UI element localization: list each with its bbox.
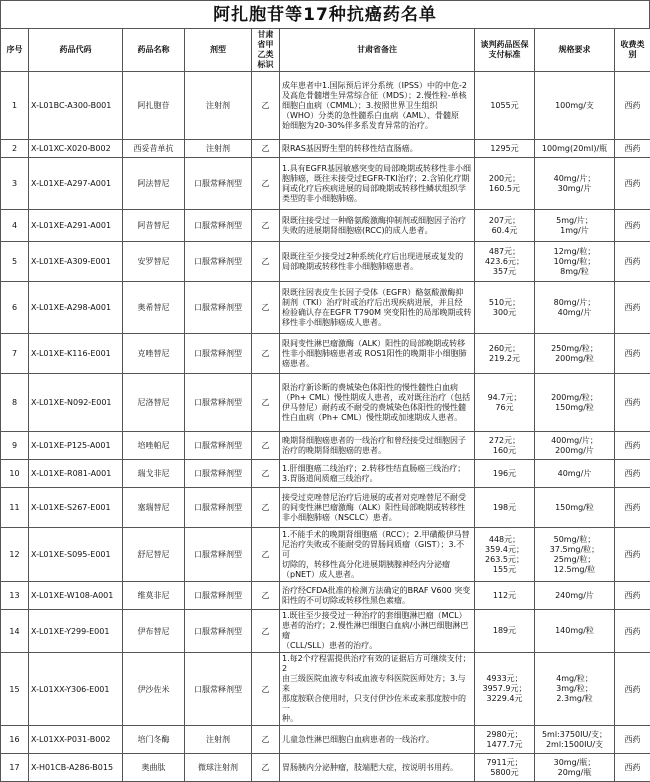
table-row <box>1 242 650 282</box>
cell-fee: 西药 <box>615 334 650 374</box>
cell-spec: 240mg/片 <box>535 582 615 610</box>
cell-code: X-L01XE-A297-A001 <box>29 158 123 210</box>
cell-name: 伊沙佐米 <box>123 653 185 726</box>
table-row <box>1 610 650 653</box>
cell-note: 1.每2个疗程需提供治疗有效的证据后方可继续支付；2 由三级医院血液专科或血液专科医院医师处方；3.与来 那度胺联合使用时，只支付伊沙佐米或来那度胺中的一 种。 <box>280 653 475 726</box>
cell-code: X-L01XE-S267-E001 <box>29 488 123 528</box>
table-row <box>1 374 650 432</box>
cell-code: X-L01XE-S095-E001 <box>29 528 123 582</box>
cell-name: 奥希替尼 <box>123 282 185 334</box>
cell-price: 487元； 423.6元； 357元 <box>475 242 535 282</box>
table-row <box>1 726 650 754</box>
cell-class: 乙 <box>252 334 280 374</box>
cell-fee: 西药 <box>615 374 650 432</box>
cell-fee: 西药 <box>615 210 650 242</box>
cell-class: 乙 <box>252 582 280 610</box>
cell-spec: 150mg/粒 <box>535 488 615 528</box>
cell-form: 注射剂 <box>185 726 252 754</box>
cell-fee: 西药 <box>615 528 650 582</box>
cell-price: 112元 <box>475 582 535 610</box>
cell-form: 口服常释剂型 <box>185 582 252 610</box>
cell-class: 乙 <box>252 610 280 653</box>
cell-class: 乙 <box>252 488 280 528</box>
cell-code: X-L01XE-Y299-E001 <box>29 610 123 653</box>
cell-no: 9 <box>1 432 29 460</box>
cell-class: 乙 <box>252 158 280 210</box>
header-name: 药品名称 <box>123 29 185 72</box>
table-row <box>1 72 650 140</box>
cell-code: X-L01BC-A300-B001 <box>29 72 123 140</box>
cell-name: 西妥昔单抗 <box>123 140 185 158</box>
table-row <box>1 432 650 460</box>
cell-class: 乙 <box>252 653 280 726</box>
cell-spec: 30mg/瓶； 20mg/瓶 <box>535 754 615 782</box>
cell-class: 乙 <box>252 282 280 334</box>
header-price: 谈判药品医保支付标准 <box>475 29 535 72</box>
table-row <box>1 582 650 610</box>
cell-no: 1 <box>1 72 29 140</box>
header-no: 序号 <box>1 29 29 72</box>
cell-name: 阿法替尼 <box>123 158 185 210</box>
cell-code: X-L01XC-X020-B002 <box>29 140 123 158</box>
header-spec: 规格要求 <box>535 29 615 72</box>
table-row <box>1 210 650 242</box>
cell-note: 1.肝细胞癌二线治疗；2.转移性结直肠癌三线治疗； 3.胃肠道间质瘤三线治疗。 <box>280 460 475 488</box>
cell-form: 注射剂 <box>185 72 252 140</box>
cell-form: 口服常释剂型 <box>185 158 252 210</box>
cell-no: 7 <box>1 334 29 374</box>
cell-price: 198元 <box>475 488 535 528</box>
cell-note: 限既往至少接受过2种系统化疗后出现进展或复发的 局部晚期或转移性非小细胞肺癌患者。 <box>280 242 475 282</box>
cell-price: 94.7元； 76元 <box>475 374 535 432</box>
cell-form: 口服常释剂型 <box>185 528 252 582</box>
cell-class: 乙 <box>252 140 280 158</box>
cell-form: 口服常释剂型 <box>185 282 252 334</box>
cell-fee: 西药 <box>615 488 650 528</box>
cell-code: X-L01XE-N092-E001 <box>29 374 123 432</box>
cell-no: 8 <box>1 374 29 432</box>
cell-fee: 西药 <box>615 610 650 653</box>
cell-name: 安罗替尼 <box>123 242 185 282</box>
cell-note: 1.具有EGFR基因敏感突变的局部晚期或转移性非小细 胞肺癌，既往未接受过EGFR-TKI治疗；2.含铂化疗期 间或化疗后疾病进展的局部晚期或转移性鳞状组织学 类型的非小细胞肺癌。 <box>280 158 475 210</box>
cell-code: X-L01XX-P031-B002 <box>29 726 123 754</box>
cell-price: 196元 <box>475 460 535 488</box>
cell-spec: 12mg/粒； 10mg/粒； 8mg/粒 <box>535 242 615 282</box>
cell-code: X-L01XE-A298-A001 <box>29 282 123 334</box>
cell-name: 舒尼替尼 <box>123 528 185 582</box>
cell-price: 1055元 <box>475 72 535 140</box>
cell-no: 16 <box>1 726 29 754</box>
cell-code: X-L01XE-A291-A001 <box>29 210 123 242</box>
cell-form: 口服常释剂型 <box>185 432 252 460</box>
cell-no: 5 <box>1 242 29 282</box>
cell-note: 1.既往至少接受过一种治疗的套细胞淋巴瘤（MCL） 患者的治疗；2.慢性淋巴细胞白血病/小淋巴细胞淋巴瘤 （CLL/SLL）患者的治疗。 <box>280 610 475 653</box>
cell-no: 14 <box>1 610 29 653</box>
cell-note: 1.不能手术的晚期肾细胞癌（RCC）；2.甲磺酸伊马替 尼治疗失败或不能耐受的胃肠间质瘤（GIST）；3.不可 切除的，转移性高分化进展期胰腺神经内分泌瘤 （pNET）成人患者。 <box>280 528 475 582</box>
cell-fee: 西药 <box>615 460 650 488</box>
table-row <box>1 140 650 158</box>
table-row <box>1 528 650 582</box>
cell-price: 260元； 219.2元 <box>475 334 535 374</box>
header-class: 甘肃省甲乙类标识 <box>252 29 280 72</box>
cell-note: 儿童急性淋巴细胞白血病患者的一线治疗。 <box>280 726 475 754</box>
table-row <box>1 158 650 210</box>
cell-no: 6 <box>1 282 29 334</box>
cell-no: 17 <box>1 754 29 782</box>
header-note: 甘肃省备注 <box>280 29 475 72</box>
cell-form: 口服常释剂型 <box>185 488 252 528</box>
cell-form: 口服常释剂型 <box>185 653 252 726</box>
cell-price: 4933元； 3957.9元； 3229.4元 <box>475 653 535 726</box>
cell-note: 限既往因表皮生长因子受体（EGFR）酪氨酸激酶抑 制剂（TKI）治疗时或治疗后出现疾病进展，并且经 检验确认存在EGFR T790M 突变阳性的局部晚期或转 移性非小细胞肺癌成人患者。 <box>280 282 475 334</box>
cell-code: X-L01XE-K116-E001 <box>29 334 123 374</box>
cell-fee: 西药 <box>615 726 650 754</box>
cell-form: 注射剂 <box>185 140 252 158</box>
cell-code: X-L01XX-Y306-E001 <box>29 653 123 726</box>
cell-fee: 西药 <box>615 582 650 610</box>
cell-name: 塞瑞替尼 <box>123 488 185 528</box>
cell-form: 口服常释剂型 <box>185 610 252 653</box>
cell-form: 口服常释剂型 <box>185 210 252 242</box>
cell-fee: 西药 <box>615 242 650 282</box>
cell-code: X-L01XE-W108-A001 <box>29 582 123 610</box>
cell-spec: 100mg(20ml)/瓶 <box>535 140 615 158</box>
cell-class: 乙 <box>252 754 280 782</box>
cell-code: X-L01XE-R081-A001 <box>29 460 123 488</box>
cell-note: 限间变性淋巴瘤激酶（ALK）阳性的局部晚期或转移 性非小细胞肺癌患者或 ROS1阳性的晚期非小细胞肺 癌患者。 <box>280 334 475 374</box>
header-fee: 收费类别 <box>615 29 650 72</box>
cell-no: 11 <box>1 488 29 528</box>
cell-no: 12 <box>1 528 29 582</box>
cell-no: 13 <box>1 582 29 610</box>
cell-spec: 400mg/片； 200mg/片 <box>535 432 615 460</box>
cell-name: 克唑替尼 <box>123 334 185 374</box>
cell-form: 口服常释剂型 <box>185 460 252 488</box>
cell-note: 治疗经CFDA批准的检测方法确定的BRAF V600 突变 阳性的不可切除或转移性黑色素瘤。 <box>280 582 475 610</box>
cell-class: 乙 <box>252 72 280 140</box>
cell-code: X-L01XE-A309-E001 <box>29 242 123 282</box>
cell-name: 维莫非尼 <box>123 582 185 610</box>
cell-price: 448元； 359.4元； 263.5元； 155元 <box>475 528 535 582</box>
page-title: 阿扎胞苷等17种抗癌药名单 <box>0 0 650 28</box>
cell-spec: 5mg/片； 1mg/片 <box>535 210 615 242</box>
cell-fee: 西药 <box>615 653 650 726</box>
cell-class: 乙 <box>252 432 280 460</box>
cell-price: 200元； 160.5元 <box>475 158 535 210</box>
cell-code: X-H01CB-A286-B015 <box>29 754 123 782</box>
table-row <box>1 460 650 488</box>
cell-form: 微球注射剂 <box>185 754 252 782</box>
cell-fee: 西药 <box>615 158 650 210</box>
cell-spec: 40mg/片 <box>535 460 615 488</box>
cell-note: 接受过克唑替尼治疗后进展的或者对克唑替尼不耐受 的间变性淋巴瘤激酶（ALK）阳性局部晚期或转移性 非小细胞肺癌（NSCLC）患者。 <box>280 488 475 528</box>
cell-price: 510元； 300元 <box>475 282 535 334</box>
cell-spec: 4mg/粒； 3mg/粒； 2.3mg/粒 <box>535 653 615 726</box>
cell-name: 培门冬酶 <box>123 726 185 754</box>
cell-price: 207元； 60.4元 <box>475 210 535 242</box>
cell-note: 胃肠胰内分泌肿瘤，肢端肥大症，按说明书用药。 <box>280 754 475 782</box>
cell-code: X-L01XE-P125-A001 <box>29 432 123 460</box>
table-row <box>1 488 650 528</box>
header-code: 药品代码 <box>29 29 123 72</box>
cell-spec: 140mg/粒 <box>535 610 615 653</box>
header-form: 剂型 <box>185 29 252 72</box>
cell-no: 10 <box>1 460 29 488</box>
cell-fee: 西药 <box>615 72 650 140</box>
cell-class: 乙 <box>252 210 280 242</box>
cell-note: 成年患者中1.国际预后评分系统（IPSS）中的中危-2 及高危骨髓增生异常综合征（MDS）；2.慢性粒-单核 细胞白血病（CMML）；3.按照世界卫生组织 （WHO）分类的急性髓系白血病（AML）、骨髓原 始细胞为20-30%伴多系发育异常的治疗。 <box>280 72 475 140</box>
cell-note: 晚期肾细胞癌患者的一线治疗和曾经接受过细胞因子 治疗的晚期肾细胞癌的患者。 <box>280 432 475 460</box>
cell-price: 189元 <box>475 610 535 653</box>
table-row <box>1 754 650 782</box>
cell-no: 15 <box>1 653 29 726</box>
cell-name: 阿昔替尼 <box>123 210 185 242</box>
cell-class: 乙 <box>252 460 280 488</box>
cell-spec: 40mg/片； 30mg/片 <box>535 158 615 210</box>
cell-no: 4 <box>1 210 29 242</box>
cell-fee: 西药 <box>615 432 650 460</box>
drug-table <box>0 28 650 782</box>
cell-spec: 200mg/粒； 150mg/粒 <box>535 374 615 432</box>
cell-price: 2980元； 1477.7元 <box>475 726 535 754</box>
cell-fee: 西药 <box>615 282 650 334</box>
table-row <box>1 282 650 334</box>
cell-form: 口服常释剂型 <box>185 374 252 432</box>
cell-spec: 80mg/片； 40mg/片 <box>535 282 615 334</box>
table-row <box>1 334 650 374</box>
cell-no: 2 <box>1 140 29 158</box>
cell-spec: 50mg/粒； 37.5mg/粒； 25mg/粒； 12.5mg/粒 <box>535 528 615 582</box>
cell-name: 奥曲肽 <box>123 754 185 782</box>
cell-price: 272元； 160元 <box>475 432 535 460</box>
cell-form: 口服常释剂型 <box>185 334 252 374</box>
cell-fee: 西药 <box>615 754 650 782</box>
cell-price: 1295元 <box>475 140 535 158</box>
cell-spec: 100mg/支 <box>535 72 615 140</box>
cell-note: 限治疗新诊断的费城染色体阳性的慢性髓性白血病 （Ph+ CML）慢性期成人患者，或对既往治疗（包括 伊马替尼）耐药或不耐受的费城染色体阳性的慢性髓 性白血病（Ph+ CML）慢性期或加速期成人患者。 <box>280 374 475 432</box>
table-row <box>1 653 650 726</box>
cell-fee: 西药 <box>615 140 650 158</box>
cell-name: 尼洛替尼 <box>123 374 185 432</box>
cell-class: 乙 <box>252 528 280 582</box>
cell-class: 乙 <box>252 242 280 282</box>
cell-price: 7911元； 5800元 <box>475 754 535 782</box>
cell-class: 乙 <box>252 726 280 754</box>
cell-spec: 5ml:3750IU/支； 2ml:1500IU/支 <box>535 726 615 754</box>
cell-spec: 250mg/粒； 200mg/粒 <box>535 334 615 374</box>
cell-no: 3 <box>1 158 29 210</box>
cell-note: 限RAS基因野生型的转移性结直肠癌。 <box>280 140 475 158</box>
cell-name: 培唑帕尼 <box>123 432 185 460</box>
cell-form: 口服常释剂型 <box>185 242 252 282</box>
cell-name: 伊布替尼 <box>123 610 185 653</box>
table-header-row <box>1 29 650 72</box>
cell-name: 瑞戈非尼 <box>123 460 185 488</box>
cell-note: 限既往接受过一种酪氨酸激酶抑制剂或细胞因子治疗 失败的进展期肾细胞癌(RCC)的成人患者。 <box>280 210 475 242</box>
cell-class: 乙 <box>252 374 280 432</box>
cell-name: 阿扎胞苷 <box>123 72 185 140</box>
